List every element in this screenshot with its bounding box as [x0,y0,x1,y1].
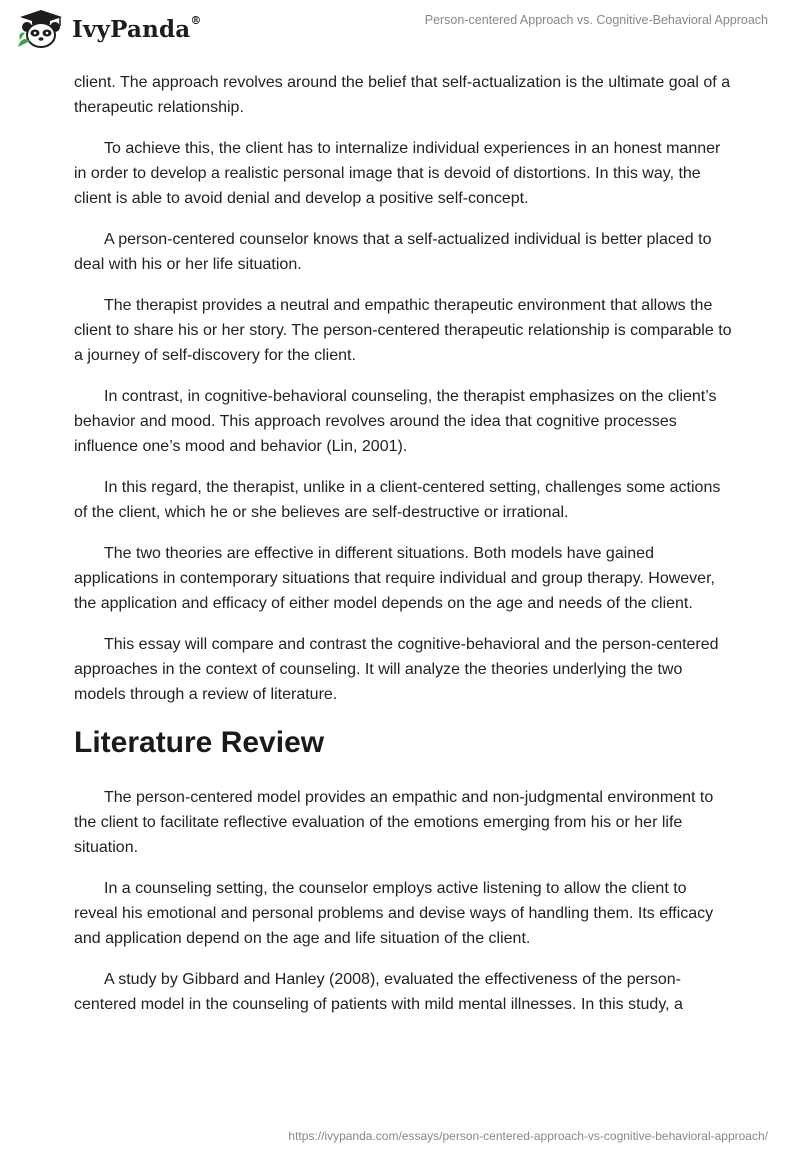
paragraph: This essay will compare and contrast the cognitive-behavioral and the person-centered approaches in the context of counseling. It will analyze the theories underlying the two models through a review of literature. [74,636,719,703]
essay-content [74,70,734,1033]
document-title: Person-centered Approach vs. Cognitive-Behavioral Approach [424,13,768,27]
paragraph: In contrast, in cognitive-behavioral counseling, the therapist emphasizes on the client’s behavior and mood. This approach revolves around the idea that cognitive processes influence one’s mood and behavior (Lin, 2001). [74,388,717,455]
paragraph: To achieve this, the client has to internalize individual experiences in an honest manner in order to develop a realistic personal image that is devoid of distortions. In this way, the client is able to avoid denial and develop a positive self-concept. [74,140,721,207]
paragraph: In this regard, the therapist, unlike in a client-centered setting, challenges some actions of the client, which he or she believes are self-destructive or irrational. [74,479,721,521]
ivypanda-logo[interactable] [14,9,202,49]
page-header [0,0,800,70]
panda-graduate-icon [14,7,68,51]
source-url[interactable]: https://ivypanda.com/essays/person-centered-approach-vs-cognitive-behavioral-approach/ [288,1129,768,1143]
paragraph: The two theories are effective in different situations. Both models have gained applications in contemporary situations that require individual and group therapy. However, the application and efficacy of either model depends on the age and needs of the client. [74,545,715,612]
paragraph: A study by Gibbard and Hanley (2008), evaluated the effectiveness of the person-centered model in the counseling of patients with mild mental illnesses. In this study, a [74,971,683,1013]
logo-text: IvyPanda® [72,13,202,43]
paragraph: The therapist provides a neutral and empathic therapeutic environment that allows the client to share his or her story. The person-centered therapeutic relationship is comparable to a journey of self-discovery for the client. [74,297,732,364]
paragraph: A person-centered counselor knows that a self-actualized individual is better placed to deal with his or her life situation. [74,231,712,273]
paragraph: In a counseling setting, the counselor employs active listening to allow the client to reveal his emotional and personal problems and devise ways of handling them. Its efficacy and application depend on the age and life situation of the client. [74,880,714,947]
section-heading: Literature Review [74,726,325,759]
paragraph: client. The approach revolves around the belief that self-actualization is the ultimate goal of a therapeutic relationship. [74,74,731,116]
paragraph: The person-centered model provides an empathic and non-judgmental environment to the client to facilitate reflective evaluation of the emotions emerging from his or her life situation. [74,789,714,856]
